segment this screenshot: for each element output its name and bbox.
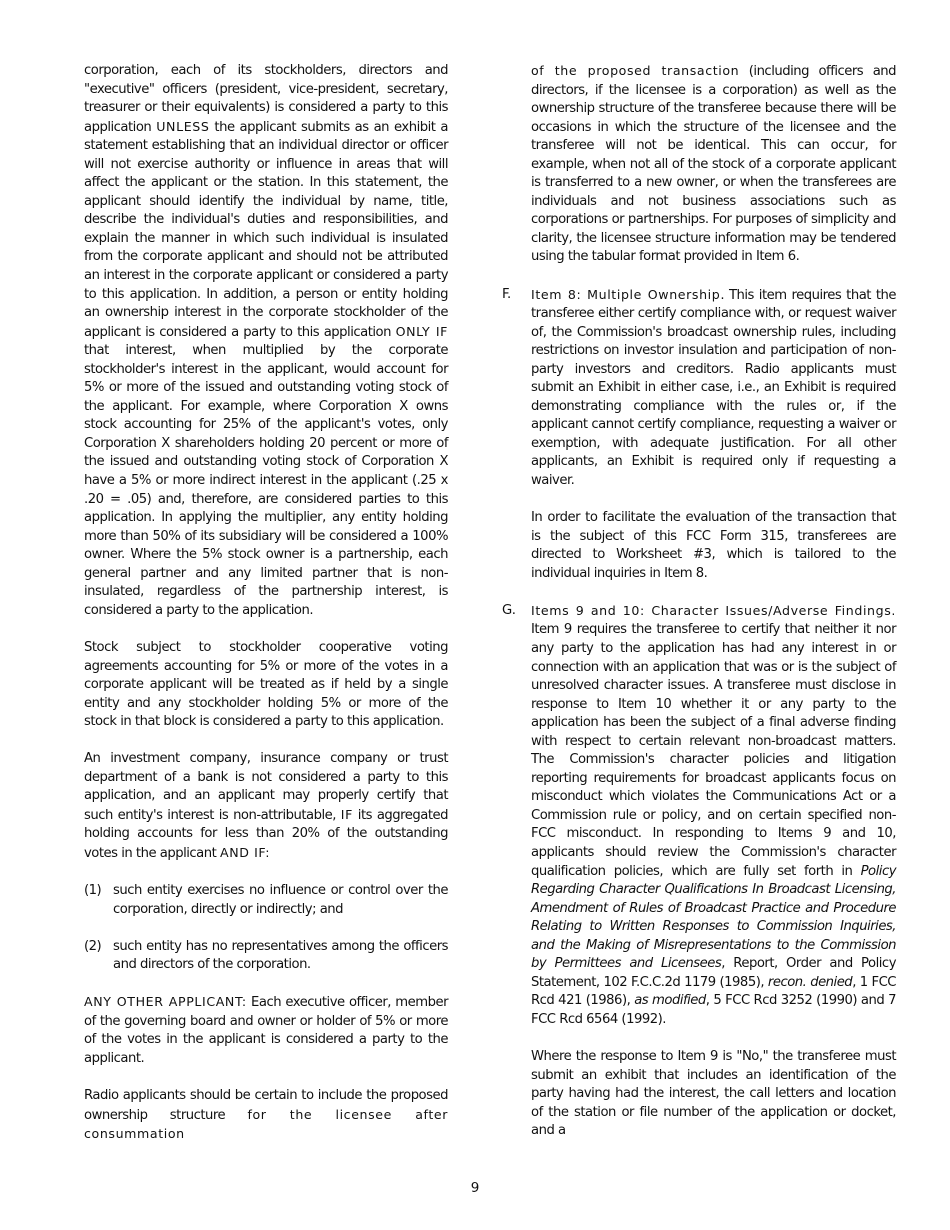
section-f-worksheet: In order to facilitate the evaluation of the transaction that is the subject of this FCC Form 315, transferees are directed to Worksheet #3, which is tailored to the individual inquiries in Item 8. [531, 510, 896, 581]
paragraph-radio-applicants: Radio applicants should be certain to include the proposed ownership structure for the licensee after consummation [84, 1088, 448, 1142]
paragraph-voting-agreements: Stock subject to stockholder cooperative voting agreements accounting for 5% or more of the votes in a corporate applicant will be treated as if held by a single entity and any stockholder holding 5% or more of the stock in that block is considered a party to this application. [84, 639, 448, 730]
right-column [502, 62, 896, 1159]
section-f-text: Item 8: Multiple Ownership. This item requires that the transferee either certify compliance with, or request waiver of, the Commission's broadcast ownership rules, including restrictions on investor insulation and participation of non-party investors and creditors. Radio applicants must submit an Exhibit in either case, i.e., an Exhibit is required demonstrating compliance with the rules or, if the applicant cannot certify compliance, requesting a waiver or exemption, with adequate justification. For all other applicants, an Exhibit is required only if requesting a waiver. [531, 286, 896, 489]
section-g: G. Items 9 and 10: Character Issues/Adverse Findings. Item 9 requires the transferee to certify that neither it nor any party to the application has had any interest in or connection with an application that was or is the subject of unresolved character issues. A transferee must disclose in response to Item 10 whether it or any party to the application has been the subject of a final adverse finding with respect to certain relevant non-broadcast matters. The Commission's character policies and litigation reporting requirements for broadcast applicants focus on misconduct which violates the Communications Act or a Commission rule or policy, and on certain specified non-FCC misconduct. In responding to Items 9 and 10, applicants should review the Commission's character qualification policies, which are fully set forth in Policy Regarding Character Qualifications In Broadcast Licensing, Amendment of Rules of Broadcast Practice and Procedure Relating to Written Responses to Commission Inquiries, and the Making of Misrepresentations to the Commission by Permittees and Licensees, Report, Order and Policy Statement, 102 F.C.C.2d 1179 (1985), recon. denied, 1 FCC Rcd 421 (1986), as modified, 5 FCC Rcd 3252 (1990) and 7 FCC Rcd 6564 (1992). Where the response to Item 9 is "No," the transferee must submit an exhibit that includes an identification of the party having had the interest, the call letters and location of the station or file number of the application or docket, and a [502, 602, 896, 1141]
left-column [84, 62, 448, 1163]
paragraph-investment-company: An investment company, insurance company or trust department of a bank is not considered a party to this application, and an applicant may properly certify that such entity's interest is non-attributable, IF its aggregated holding accounts for less than 20% of the outstanding votes in the applicant AND IF: [84, 751, 448, 861]
paragraph-other-applicant: ANY OTHER APPLICANT: Each executive officer, member of the governing board and owner or holder of 5% or more of the votes in the applicant is considered a party to the applicant. [84, 994, 448, 1066]
paragraph-party-definition: corporation, each of its stockholders, directors and "executive" officers (president, vice-president, secretary, treasurer or their equivalents) is considered a party to this application UNLESS the applicant submits as an exhibit a statement establishing that an individual director or officer will not exercise authority or influence in areas that will affect the applicant or the station. In this statement, the applicant should identify the individual by name, title, describe the individual's duties and responsibilities, and explain the manner in which such individual is insulated from the corporate applicant and should not be attributed an interest in the corporate applicant or considered a party to this application. In addition, a person or entity holding an ownership interest in the corporate stockholder of the applicant is considered a party to this application ONLY IF that interest, when multiplied by the corporate stockholder's interest in the applicant, would account for 5% or more of the issued and outstanding voting stock of the applicant. For example, where Corporation X owns stock accounting for 25% of the applicant's votes, only Corporation X shareholders holding 20 percent or more of the issued and outstanding voting stock of Corporation X have a 5% or more indirect interest in the applicant (.25 x .20 = .05) and, therefore, are considered parties to this application. In applying the multiplier, any entity holding more than 50% of its subsidiary will be considered a 100% owner. Where the 5% stock owner is a partnership, each general partner and any limited partner that is non-insulated, regardless of the partnership interest, is considered a party to the application. [84, 63, 449, 618]
section-f: F. Item 8: Multiple Ownership. This item requires that the transferee either certify compliance with, or request waiver of, the Commission's broadcast ownership rules, including restrictions on investor insulation and participation of non-party investors and creditors. Radio applicants must submit an Exhibit in either case, i.e., an Exhibit is required demonstrating compliance with the rules or, if the applicant cannot certify compliance, requesting a waiver or exemption, with adequate justification. For all other applicants, an Exhibit is required only if requesting a waiver. In order to facilitate the evaluation of the transaction that is the subject of this FCC Form 315, transferees are directed to Worksheet #3, which is tailored to the individual inquiries in Item 8. [502, 286, 896, 584]
section-g-response: Where the response to Item 9 is "No," the transferee must submit an exhibit that includes an identification of the party having had the interest, the call letters and location of the station or file number of the application or docket, and a [531, 1048, 896, 1139]
page-number: 9 [470, 1180, 480, 1196]
list-item: (1) such entity exercises no influence or control over the corporation, directly or indirectly; and [84, 883, 448, 917]
paragraph-continuation: of the proposed transaction (including officers and directors, if the licensee is a corporation) as well as the ownership structure of the transferee because there will be occasions in which the structure of the licensee and the transferee will not be identical. This can occur, for example, when not all of the stock of a corporate applicant is transferred to a new owner, or when the transferees are individuals and not business associations such as corporations or partnerships. For purposes of simplicity and clarity, the licensee structure information may be tendered using the tabular format provided in Item 6. [531, 63, 896, 265]
section-g-text: Items 9 and 10: Character Issues/Adverse Findings. Item 9 requires the transferee to certify that neither it nor any party to the application has had any interest in or connection with an application that was or is the subject of unresolved character issues. A transferee must disclose in response to Item 10 whether it or any party to the application has been the subject of a final adverse finding with respect to certain relevant non-broadcast matters. The Commission's character policies and litigation reporting requirements for broadcast applicants focus on misconduct which violates the Communications Act or a Commission rule or policy, and on certain specified non-FCC misconduct. In responding to Items 9 and 10, applicants should review the Commission's character qualification policies, which are fully set forth in Policy Regarding Character Qualifications In Broadcast Licensing, Amendment of Rules of Broadcast Practice and Procedure Relating to Written Responses to Commission Inquiries, and the Making of Misrepresentations to the Commission by Permittees and Licensees, Report, Order and Policy Statement, 102 F.C.C.2d 1179 (1985), recon. denied, 1 FCC Rcd 421 (1986), as modified, 5 FCC Rcd 3252 (1990) and 7 FCC Rcd 6564 (1992). [531, 602, 897, 1027]
list-item: (2) such entity has no representatives among the officers and directors of the corporation. [84, 938, 448, 973]
